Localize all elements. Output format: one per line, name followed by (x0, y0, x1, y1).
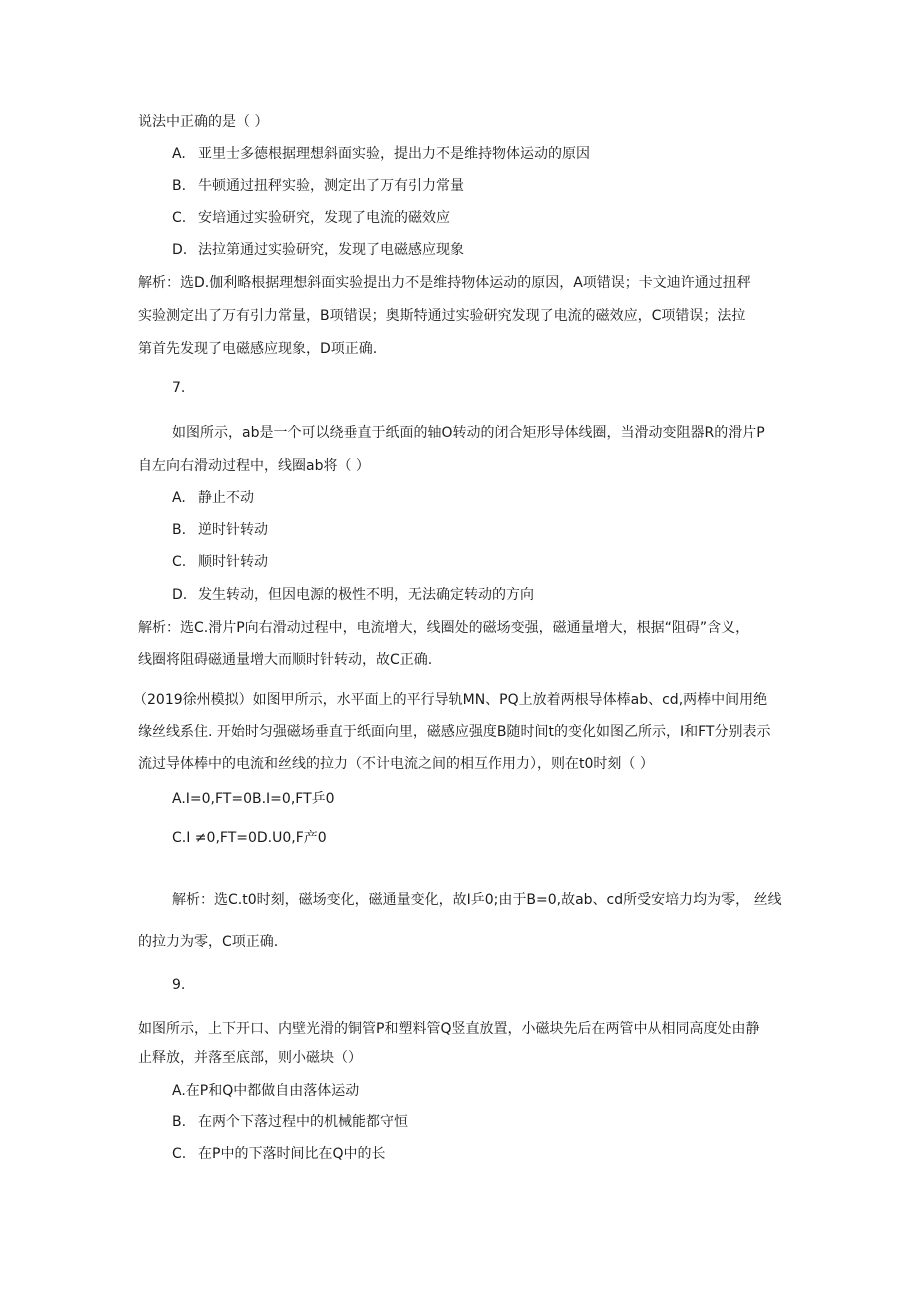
q8-stem-line-2: 缘丝线系住. 开始时匀强磁场垂直于纸面向里，磁感应强度B随时间t的变化如图乙所示，I和FT分别表示 (138, 724, 771, 740)
option-text: 在两个下落过程中的机械能都守恒 (198, 1114, 408, 1130)
q7-stem-line-2: 自左向右滑动过程中，线圈ab将（ ） (138, 458, 370, 474)
option-text: 静止不动 (198, 490, 254, 506)
option-text: 安培通过实验研究，发现了电流的磁效应 (198, 210, 450, 226)
q6-option-a (172, 144, 590, 164)
q7-stem-line-1: 如图所示，ab是一个可以绕垂直于纸面的轴O转动的闭合矩形导体线圈，当滑动变阻器R的滑片P (172, 425, 765, 441)
option-letter: D. (172, 242, 188, 258)
q6-stem: 说法中正确的是（ ） (138, 114, 269, 130)
q6-option-c (172, 208, 450, 228)
q6-analysis-line-3: 第首先发现了电磁感应现象，D项正确. (138, 341, 378, 357)
q9-option-a: A.在P和Q中都做自由落体运动 (172, 1083, 360, 1099)
q6-option-d (172, 240, 464, 260)
q7-option-b (172, 520, 268, 540)
q9-option-c (172, 1144, 385, 1164)
q9-number: 9. (172, 977, 186, 993)
q7-option-c (172, 552, 268, 572)
option-letter: A. (172, 490, 186, 506)
q6-analysis-line-2: 实验测定出了万有引力常量，B项错误；奥斯特通过实验研究发现了电流的磁效应，C项错误；法拉 (138, 308, 746, 324)
q8-options-line-1: A.I=0,FT=0B.I=0,FT乒0 (172, 791, 335, 807)
option-text: 法拉第通过实验研究，发现了电磁感应现象 (198, 242, 464, 258)
q7-analysis-line-2: 线圈将阻碍磁通量增大而顺时针转动，故C正确. (138, 652, 433, 668)
q9-stem-line-2: 止释放，并落至底部，则小磁块（） (138, 1050, 362, 1066)
option-letter: C. (172, 1146, 187, 1162)
q8-stem-line-3: 流过导体棒中的电流和丝线的拉力（不计电流之间的相互作用力），则在t0时刻（ ） (138, 756, 654, 772)
option-text: 亚里士多德根据理想斜面实验，提出力不是维持物体运动的原因 (198, 146, 590, 162)
option-letter: B. (172, 1114, 187, 1130)
q8-analysis-line-2: 的拉力为零，C项正确. (138, 934, 279, 950)
q8-analysis-line-1: 解析：选C.t0时刻，磁场变化，磁通量变化，故I乒0;由于B=0,故ab、cd所受安培力均为零， 丝线 (172, 892, 782, 908)
q6-option-b (172, 176, 464, 196)
q9-stem-line-1: 如图所示，上下开口、内壁光滑的铜管P和塑料管Q竖直放置，小磁块先后在两管中从相同高度处由静 (138, 1021, 760, 1037)
option-text: 顺时针转动 (198, 554, 268, 570)
option-letter: C. (172, 554, 187, 570)
q9-option-b (172, 1112, 408, 1132)
q7-analysis-line-1: 解析：选C.滑片P向右滑动过程中，电流增大，线圈处的磁场变强，磁通量增大，根据“阻碍”含义， (138, 620, 750, 636)
option-text: 发生转动，但因电源的极性不明，无法确定转动的方向 (198, 587, 534, 603)
q8-options-line-2: C.I ≠0,FT=0D.U0,F产0 (172, 830, 327, 846)
q6-analysis-line-1: 解析：选D.伽利略根据理想斜面实验提出力不是维持物体运动的原因，A项错误；卡文迪许通过扭秤 (138, 275, 751, 291)
option-letter: A. (172, 146, 186, 162)
q7-option-d (172, 585, 534, 605)
q7-option-a (172, 488, 254, 508)
option-text: 牛顿通过扭秤实验，测定出了万有引力常量 (198, 178, 464, 194)
option-letter: B. (172, 522, 187, 538)
option-text: 逆时针转动 (198, 522, 268, 538)
option-letter: C. (172, 210, 187, 226)
option-text: 在P中的下落时间比在Q中的长 (198, 1146, 386, 1162)
q8-stem-line-1: （2019徐州模拟）如图甲所示，水平面上的平行导轨MN、PQ上放着两根导体棒ab、cd,两棒中间用绝 (133, 692, 768, 708)
option-letter: D. (172, 587, 188, 603)
option-letter: B. (172, 178, 187, 194)
q7-number: 7. (172, 380, 186, 396)
